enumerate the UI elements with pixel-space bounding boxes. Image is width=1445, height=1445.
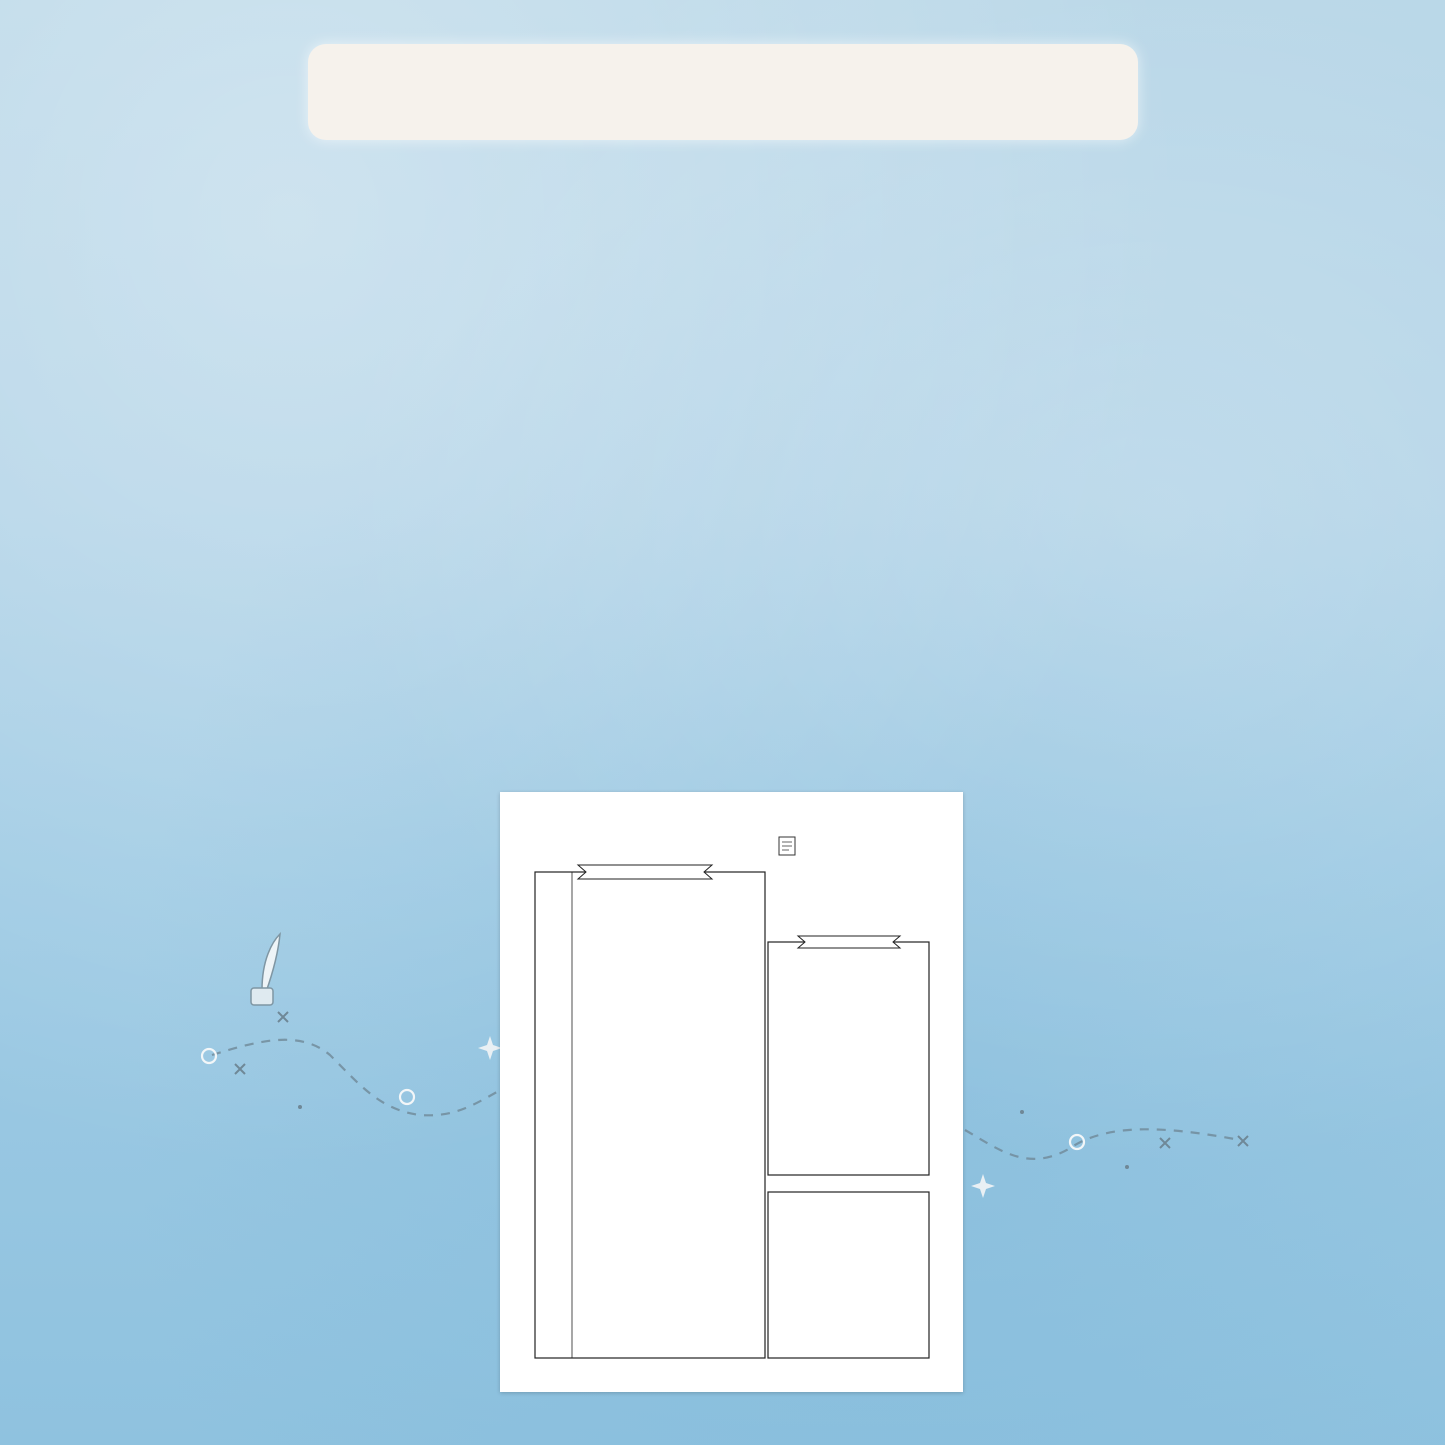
timeline-box (535, 872, 765, 1358)
side-quests-banner (798, 936, 900, 948)
side-quests-box (768, 942, 929, 1175)
timeline-banner (578, 865, 712, 879)
messages-box (768, 1192, 929, 1358)
planner-page (500, 792, 963, 1392)
planner-preview (500, 792, 963, 1392)
notepad-icon (779, 837, 795, 855)
quill-inkwell-icon (251, 934, 280, 1005)
